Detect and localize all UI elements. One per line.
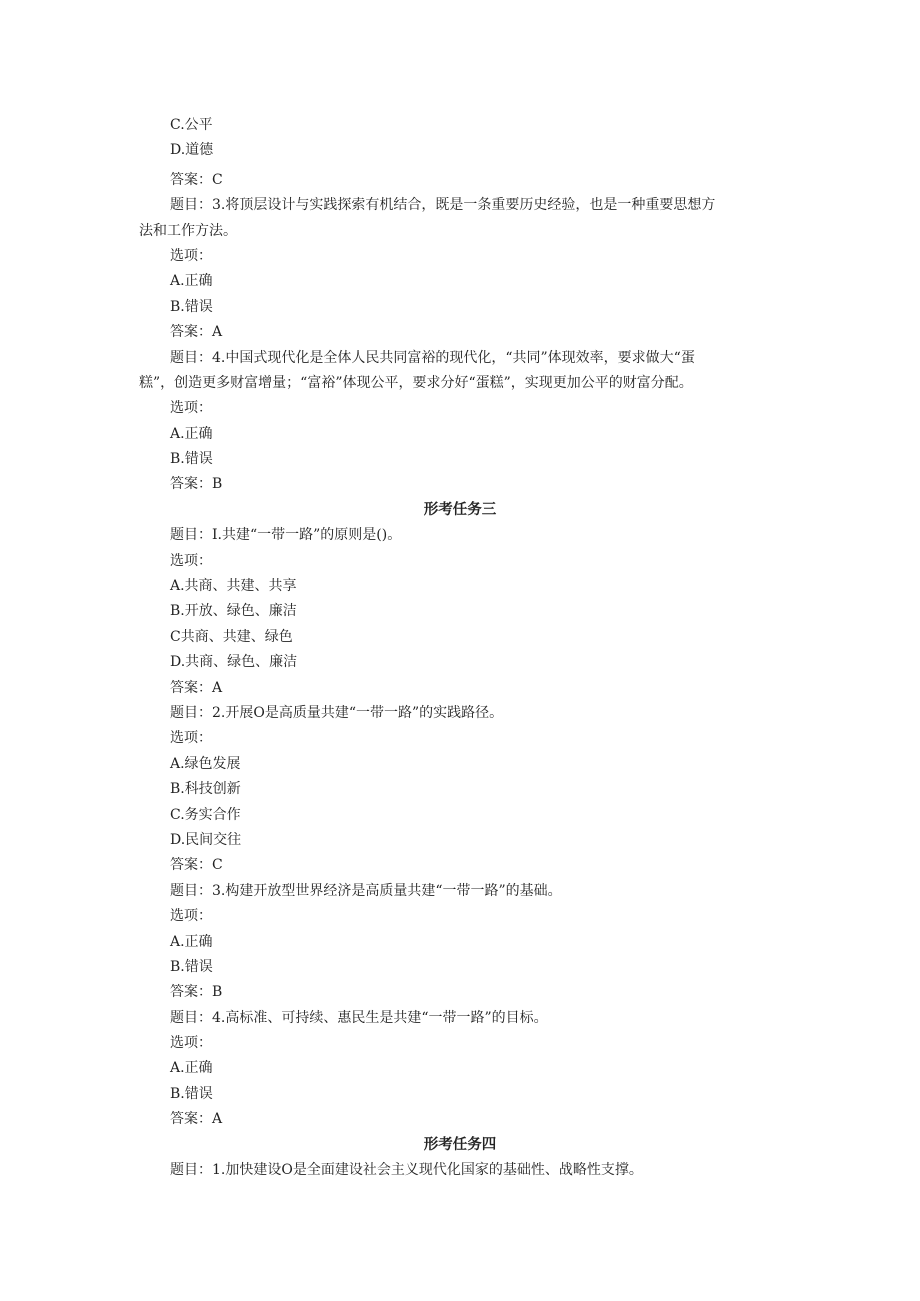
options-label: 选项： (170, 247, 212, 264)
option-line: A.共商、共建、共享 (170, 578, 297, 595)
answer-line: 答案：A (170, 324, 223, 341)
options-label: 选项： (170, 730, 212, 747)
option-line: A.正确 (170, 933, 213, 950)
question-line: 题目：I.共建“一带一路”的原则是()。 (170, 527, 402, 544)
option-line: B.错误 (170, 1085, 213, 1102)
question-line: 题目：4.中国式现代化是全体人民共同富裕的现代化，“共同”体现效率，要求做大“蛋 (170, 349, 695, 366)
document-body (0, 113, 920, 1183)
option-line: B.错误 (170, 298, 213, 315)
option-line: A.正确 (170, 273, 213, 290)
question-line: 题目：3.构建开放型世界经济是高质量共建“一带一路”的基础。 (170, 882, 562, 899)
section-heading: 形考任务三 (423, 501, 497, 518)
section-heading: 形考任务四 (423, 1136, 497, 1153)
answer-line: 答案：A (170, 1111, 223, 1128)
question-line: 题目：4.高标准、可持续、惠民生是共建“一带一路”的目标。 (170, 1009, 548, 1026)
text-line-continuation: 糕”，创造更多财富增量；“富裕”体现公平，要求分好“蛋糕”，实现更加公平的财富分配。 (139, 374, 693, 391)
answer-line: 答案：B (170, 476, 223, 493)
option-line: C共商、共建、绿色 (170, 628, 293, 645)
option-line: C.公平 (170, 117, 213, 133)
answer-line: 答案：A (170, 679, 223, 696)
options-label: 选项： (170, 552, 212, 569)
text-line-continuation: 法和工作方法。 (139, 222, 237, 239)
options-label: 选项： (170, 1035, 212, 1052)
option-line: A.绿色发展 (170, 755, 241, 772)
option-line: B.错误 (170, 451, 213, 468)
answer-line: 答案：C (170, 857, 223, 874)
answer-line: 答案：B (170, 984, 223, 1001)
option-line: B.开放、绿色、廉洁 (170, 603, 297, 620)
option-line: A.正确 (170, 425, 213, 442)
question-line: 题目：1.加快建设O是全面建设社会主义现代化国家的基础性、战略性支撑。 (170, 1162, 643, 1179)
option-line: D.民间交往 (170, 831, 242, 848)
options-label: 选项： (170, 908, 212, 925)
answer-line: 答案：C (170, 171, 223, 188)
option-line: B.错误 (170, 958, 213, 975)
options-label: 选项： (170, 400, 212, 417)
option-line: A.正确 (170, 1060, 213, 1077)
option-line: B.科技创新 (170, 781, 241, 798)
option-line: D.共商、绿色、廉洁 (170, 654, 298, 671)
question-line: 题目：3.将顶层设计与实践探索有机结合，既是一条重要历史经验，也是一种重要思想方 (170, 197, 716, 214)
option-line: D.道德 (170, 142, 214, 159)
option-line: C.务实合作 (170, 806, 241, 823)
question-line: 题目：2.开展O是高质量共建“一带一路”的实践路径。 (170, 704, 504, 721)
